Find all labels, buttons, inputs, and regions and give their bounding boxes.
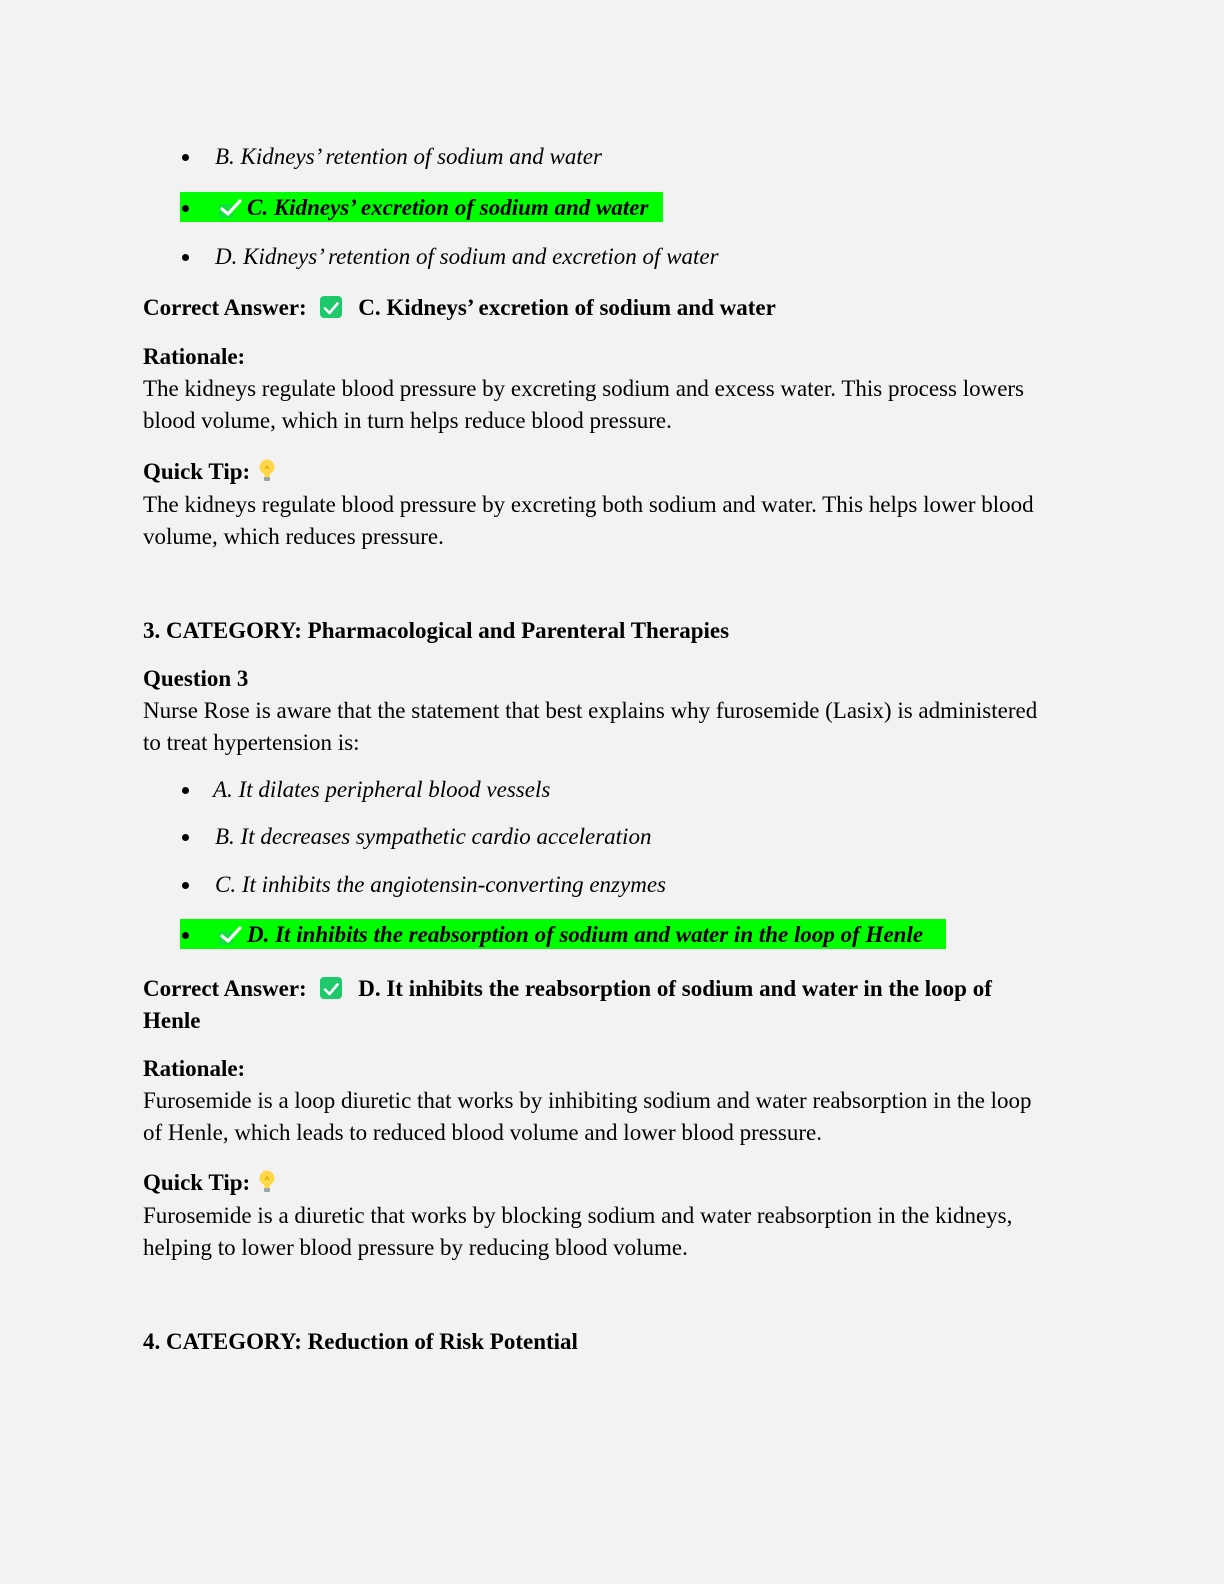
quick-tip-label: Quick Tip: — [143, 1170, 251, 1195]
quick-tip-line: volume, which reduces pressure. — [143, 524, 444, 549]
rationale-heading: Rationale: — [143, 344, 246, 369]
question-title: Question 3 — [143, 666, 249, 691]
bullet-dot — [182, 932, 189, 939]
check-box-icon — [320, 977, 342, 999]
correct-answer-label: Correct Answer: — [143, 976, 307, 1001]
quick-tip-heading — [143, 456, 278, 488]
category-heading: 4. CATEGORY: Reduction of Risk Potential — [143, 1329, 578, 1354]
bullet-dot — [182, 882, 189, 889]
q2-option-c — [219, 192, 648, 224]
check-mark-icon — [219, 195, 243, 215]
q3-option-d-text: D. It inhibits the reabsorption of sodium and water in the loop of Henle — [247, 922, 924, 947]
bullet-dot — [182, 154, 189, 161]
q3-correct-answer — [143, 973, 992, 1005]
quick-tip-line: Furosemide is a diuretic that works by blocking sodium and water reabsorption in the kidneys, — [143, 1203, 1013, 1228]
q2-option-b: B. Kidneys’ retention of sodium and water — [215, 144, 602, 169]
rationale-line: of Henle, which leads to reduced blood volume and lower blood pressure. — [143, 1120, 822, 1145]
q3-option-a: A. It dilates peripheral blood vessels — [213, 777, 551, 802]
rationale-line: Furosemide is a loop diuretic that works by inhibiting sodium and water reabsorption in the loop — [143, 1088, 1032, 1113]
q3-option-b: B. It decreases sympathetic cardio acceleration — [215, 824, 652, 849]
quick-tip-line: helping to lower blood pressure by reducing blood volume. — [143, 1235, 688, 1260]
quick-tip-label: Quick Tip: — [143, 459, 251, 484]
question-stem-line: Nurse Rose is aware that the statement that best explains why furosemide (Lasix) is administered — [143, 698, 1038, 723]
q2-option-c-text: C. Kidneys’ excretion of sodium and water — [247, 195, 649, 220]
correct-answer-text-continued: Henle — [143, 1008, 201, 1033]
rationale-text — [143, 373, 1083, 437]
bullet-dot — [182, 205, 189, 212]
quick-tip-line: The kidneys regulate blood pressure by excreting both sodium and water. This helps lower blood — [143, 492, 1034, 517]
correct-answer-text: D. It inhibits the reabsorption of sodium and water in the loop of — [358, 976, 992, 1001]
quick-tip-heading — [143, 1167, 278, 1199]
rationale-line: The kidneys regulate blood pressure by excreting sodium and excess water. This process lowers — [143, 376, 1025, 401]
q2-correct-answer — [143, 292, 776, 324]
question-stem-line: to treat hypertension is: — [143, 730, 360, 755]
rationale-line: blood volume, which in turn helps reduce blood pressure. — [143, 408, 672, 433]
check-box-icon — [320, 296, 342, 318]
light-bulb-icon — [256, 458, 278, 484]
light-bulb-icon — [256, 1169, 278, 1195]
question-stem — [143, 695, 1083, 759]
quick-tip-text — [143, 489, 1083, 553]
check-mark-icon — [219, 922, 243, 942]
quick-tip-text — [143, 1200, 1083, 1264]
q3-option-c: C. It inhibits the angiotensin-converting enzymes — [215, 872, 666, 897]
rationale-heading: Rationale: — [143, 1056, 246, 1081]
bullet-dot — [182, 254, 189, 261]
bullet-dot — [182, 787, 189, 794]
correct-answer-label: Correct Answer: — [143, 295, 307, 320]
bullet-dot — [182, 834, 189, 841]
correct-answer-text: C. Kidneys’ excretion of sodium and water — [358, 295, 776, 320]
rationale-text — [143, 1085, 1083, 1149]
q2-option-d: D. Kidneys’ retention of sodium and excretion of water — [215, 244, 719, 269]
category-heading: 3. CATEGORY: Pharmacological and Parenteral Therapies — [143, 618, 730, 643]
q3-option-d — [219, 919, 923, 951]
